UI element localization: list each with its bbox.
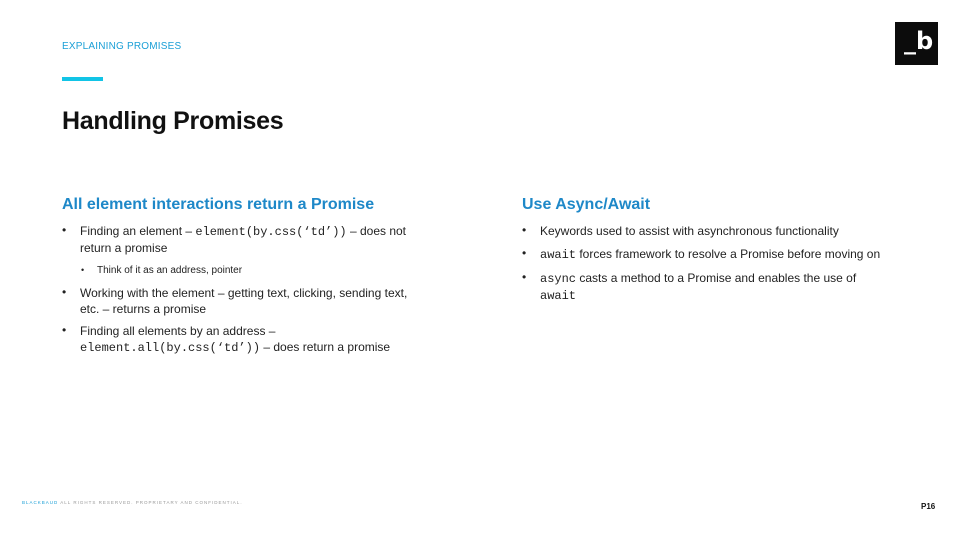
brand-logo bbox=[895, 22, 938, 65]
left-sub-bullet-1: • Think of it as an address, pointer bbox=[97, 263, 242, 279]
section-label: EXPLAINING PROMISES bbox=[62, 41, 182, 52]
footer-legal bbox=[22, 500, 243, 505]
code-element-all: element.all(by.css(‘td’)) bbox=[80, 341, 261, 355]
code-await: await bbox=[540, 248, 577, 262]
bullet-dot: • bbox=[522, 223, 527, 237]
logo-text: _b bbox=[904, 27, 934, 55]
code-async: async bbox=[540, 272, 577, 286]
bullet-dot: • bbox=[62, 323, 67, 337]
bullet-dot: • bbox=[62, 285, 67, 299]
bullet-dot: • bbox=[81, 265, 85, 275]
accent-bar bbox=[62, 77, 103, 81]
right-heading: Use Async/Await bbox=[522, 196, 651, 213]
footer-brand: BLACKBAUD bbox=[22, 500, 59, 505]
bullet-dot: • bbox=[62, 223, 67, 237]
left-bullet-1: • Finding an element – element(by.css(‘td’)) – does not return a promise bbox=[62, 223, 407, 255]
left-heading: All element interactions return a Promise bbox=[62, 196, 375, 213]
code-element: element(by.css(‘td’)) bbox=[195, 225, 347, 239]
left-bullet-2: • Working with the element – getting text, clicking, sending text, etc. – returns a promise bbox=[62, 285, 408, 316]
left-bullet-3: • Finding all elements by an address – element.all(by.css(‘td’)) – does return a promise bbox=[62, 323, 391, 355]
footer-text: ALL RIGHTS RESERVED. PROPRIETARY AND CONFIDENTIAL. bbox=[60, 500, 243, 505]
bullet-dot: • bbox=[522, 270, 527, 284]
slide-title: Handling Promises bbox=[62, 107, 284, 135]
page-number: P16 bbox=[921, 502, 936, 511]
right-bullet-2: • await forces framework to resolve a Promise before moving on bbox=[522, 246, 881, 262]
bullet-dot: • bbox=[522, 246, 527, 260]
code-await-2: await bbox=[540, 289, 577, 303]
right-bullet-3: • async casts a method to a Promise and enables the use of await bbox=[522, 270, 857, 303]
right-bullet-1: • Keywords used to assist with asynchronous functionality bbox=[522, 223, 839, 238]
